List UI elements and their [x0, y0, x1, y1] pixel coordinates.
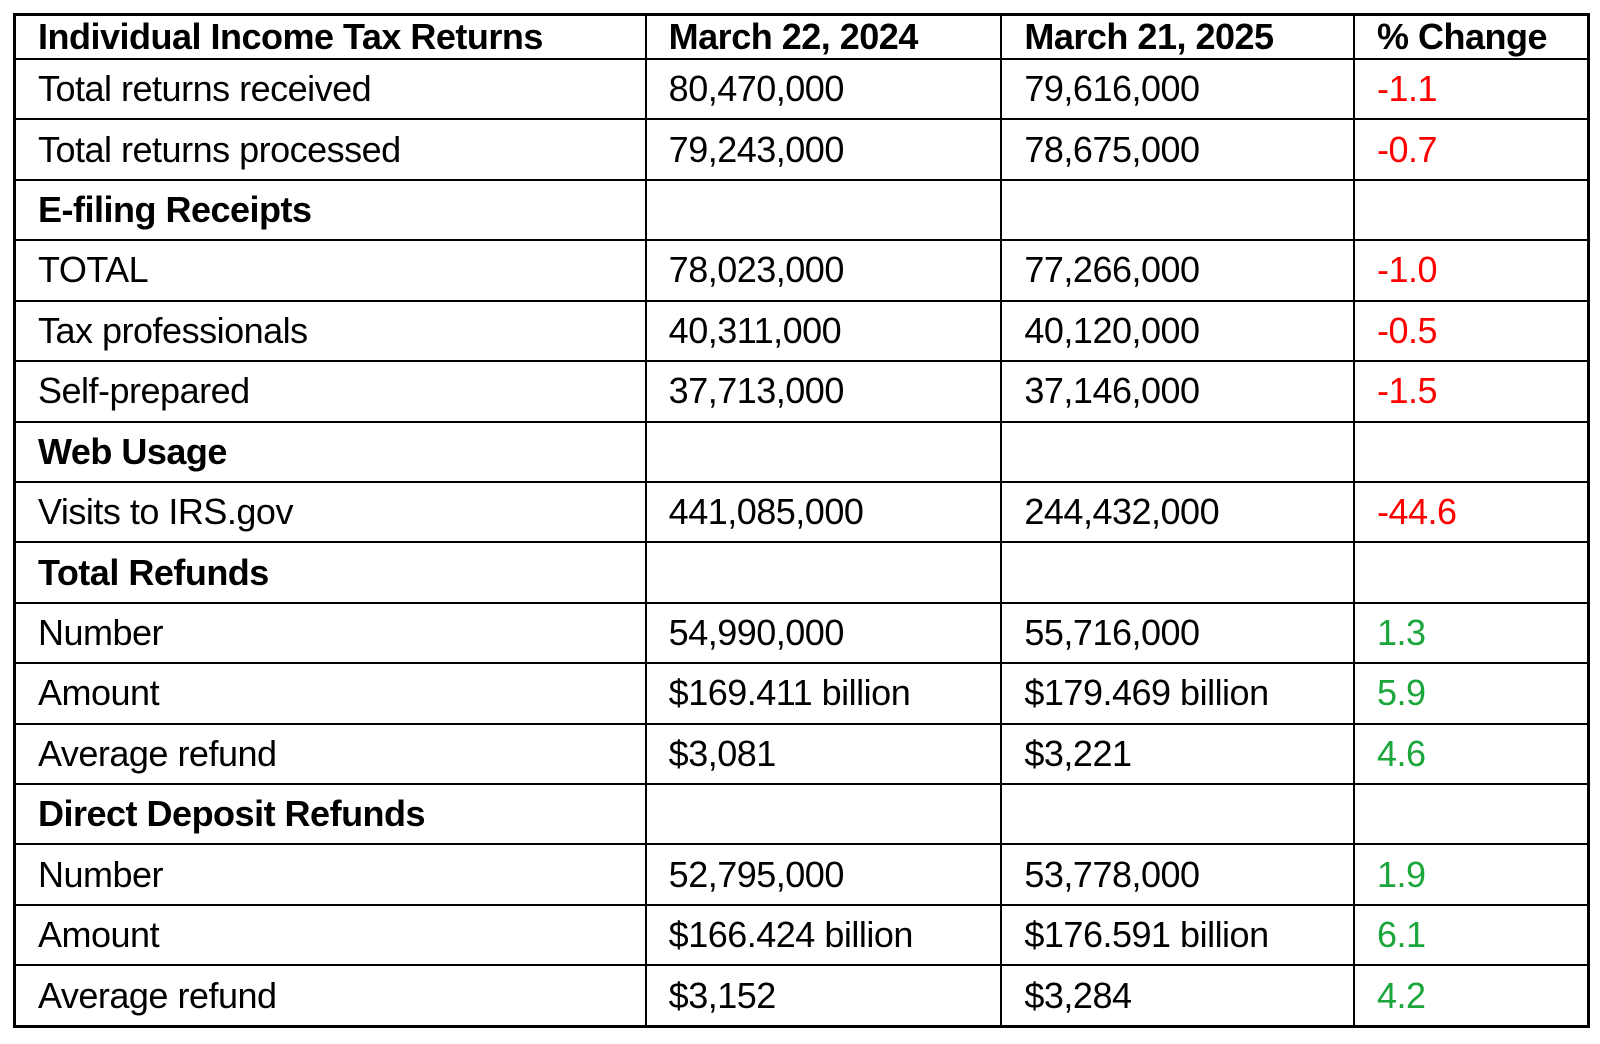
row-label: TOTAL: [15, 240, 646, 300]
value-2024: 54,990,000: [646, 603, 1002, 663]
value-2025: $3,221: [1001, 724, 1354, 784]
value-2025: $176.591 billion: [1001, 905, 1354, 965]
value-2025: 78,675,000: [1001, 119, 1354, 179]
section-label: Web Usage: [15, 422, 646, 482]
value-2025: $179.469 billion: [1001, 663, 1354, 723]
value-2024: [646, 422, 1002, 482]
value-2024: [646, 784, 1002, 844]
value-2024: 79,243,000: [646, 119, 1002, 179]
pct-change-value: -1.0: [1354, 240, 1589, 300]
value-2025: 53,778,000: [1001, 844, 1354, 904]
value-2025: 40,120,000: [1001, 301, 1354, 361]
pct-change-value: 6.1: [1354, 905, 1589, 965]
value-2024: $166.424 billion: [646, 905, 1002, 965]
row-label: Number: [15, 603, 646, 663]
value-2025: 77,266,000: [1001, 240, 1354, 300]
pct-change-value: -0.7: [1354, 119, 1589, 179]
row-label: Average refund: [15, 965, 646, 1026]
column-header-category: Individual Income Tax Returns: [15, 15, 646, 60]
table-row: [15, 603, 1589, 663]
table-row: [15, 844, 1589, 904]
table-row: [15, 482, 1589, 542]
section-label: Total Refunds: [15, 542, 646, 602]
value-2024: 40,311,000: [646, 301, 1002, 361]
value-2024: 80,470,000: [646, 59, 1002, 119]
value-2024: 52,795,000: [646, 844, 1002, 904]
pct-change-value: -1.5: [1354, 361, 1589, 421]
row-label: Average refund: [15, 724, 646, 784]
pct-change-value: [1354, 542, 1589, 602]
value-2024: 78,023,000: [646, 240, 1002, 300]
row-label: Amount: [15, 663, 646, 723]
value-2024: $3,152: [646, 965, 1002, 1026]
table-row: [15, 119, 1589, 179]
value-2024: $169.411 billion: [646, 663, 1002, 723]
table-row: [15, 301, 1589, 361]
pct-change-value: [1354, 784, 1589, 844]
value-2024: [646, 180, 1002, 240]
row-label: Number: [15, 844, 646, 904]
column-header-pct-change: % Change: [1354, 15, 1589, 60]
header-row: [15, 15, 1589, 60]
section-label: Direct Deposit Refunds: [15, 784, 646, 844]
row-label: Tax professionals: [15, 301, 646, 361]
value-2025: 244,432,000: [1001, 482, 1354, 542]
value-2024: 37,713,000: [646, 361, 1002, 421]
row-label: Amount: [15, 905, 646, 965]
section-row: [15, 784, 1589, 844]
pct-change-value: -0.5: [1354, 301, 1589, 361]
row-label: Self-prepared: [15, 361, 646, 421]
section-label: E-filing Receipts: [15, 180, 646, 240]
pct-change-value: 1.9: [1354, 844, 1589, 904]
irs-filing-stats-table: [13, 13, 1590, 1028]
table-row: [15, 59, 1589, 119]
row-label: Total returns processed: [15, 119, 646, 179]
value-2025: $3,284: [1001, 965, 1354, 1026]
pct-change-value: 1.3: [1354, 603, 1589, 663]
pct-change-value: -1.1: [1354, 59, 1589, 119]
section-row: [15, 180, 1589, 240]
table-row: [15, 724, 1589, 784]
value-2025: [1001, 180, 1354, 240]
column-header-2025: March 21, 2025: [1001, 15, 1354, 60]
column-header-2024: March 22, 2024: [646, 15, 1002, 60]
value-2025: [1001, 422, 1354, 482]
table-row: [15, 240, 1589, 300]
table-row: [15, 361, 1589, 421]
pct-change-value: [1354, 180, 1589, 240]
pct-change-value: -44.6: [1354, 482, 1589, 542]
value-2025: 79,616,000: [1001, 59, 1354, 119]
pct-change-value: 4.6: [1354, 724, 1589, 784]
pct-change-value: [1354, 422, 1589, 482]
value-2025: 37,146,000: [1001, 361, 1354, 421]
row-label: Visits to IRS.gov: [15, 482, 646, 542]
table-row: [15, 663, 1589, 723]
table-row: [15, 905, 1589, 965]
value-2025: [1001, 542, 1354, 602]
row-label: Total returns received: [15, 59, 646, 119]
section-row: [15, 422, 1589, 482]
table-row: [15, 965, 1589, 1026]
section-row: [15, 542, 1589, 602]
pct-change-value: 4.2: [1354, 965, 1589, 1026]
value-2025: [1001, 784, 1354, 844]
value-2024: $3,081: [646, 724, 1002, 784]
value-2025: 55,716,000: [1001, 603, 1354, 663]
value-2024: 441,085,000: [646, 482, 1002, 542]
pct-change-value: 5.9: [1354, 663, 1589, 723]
value-2024: [646, 542, 1002, 602]
